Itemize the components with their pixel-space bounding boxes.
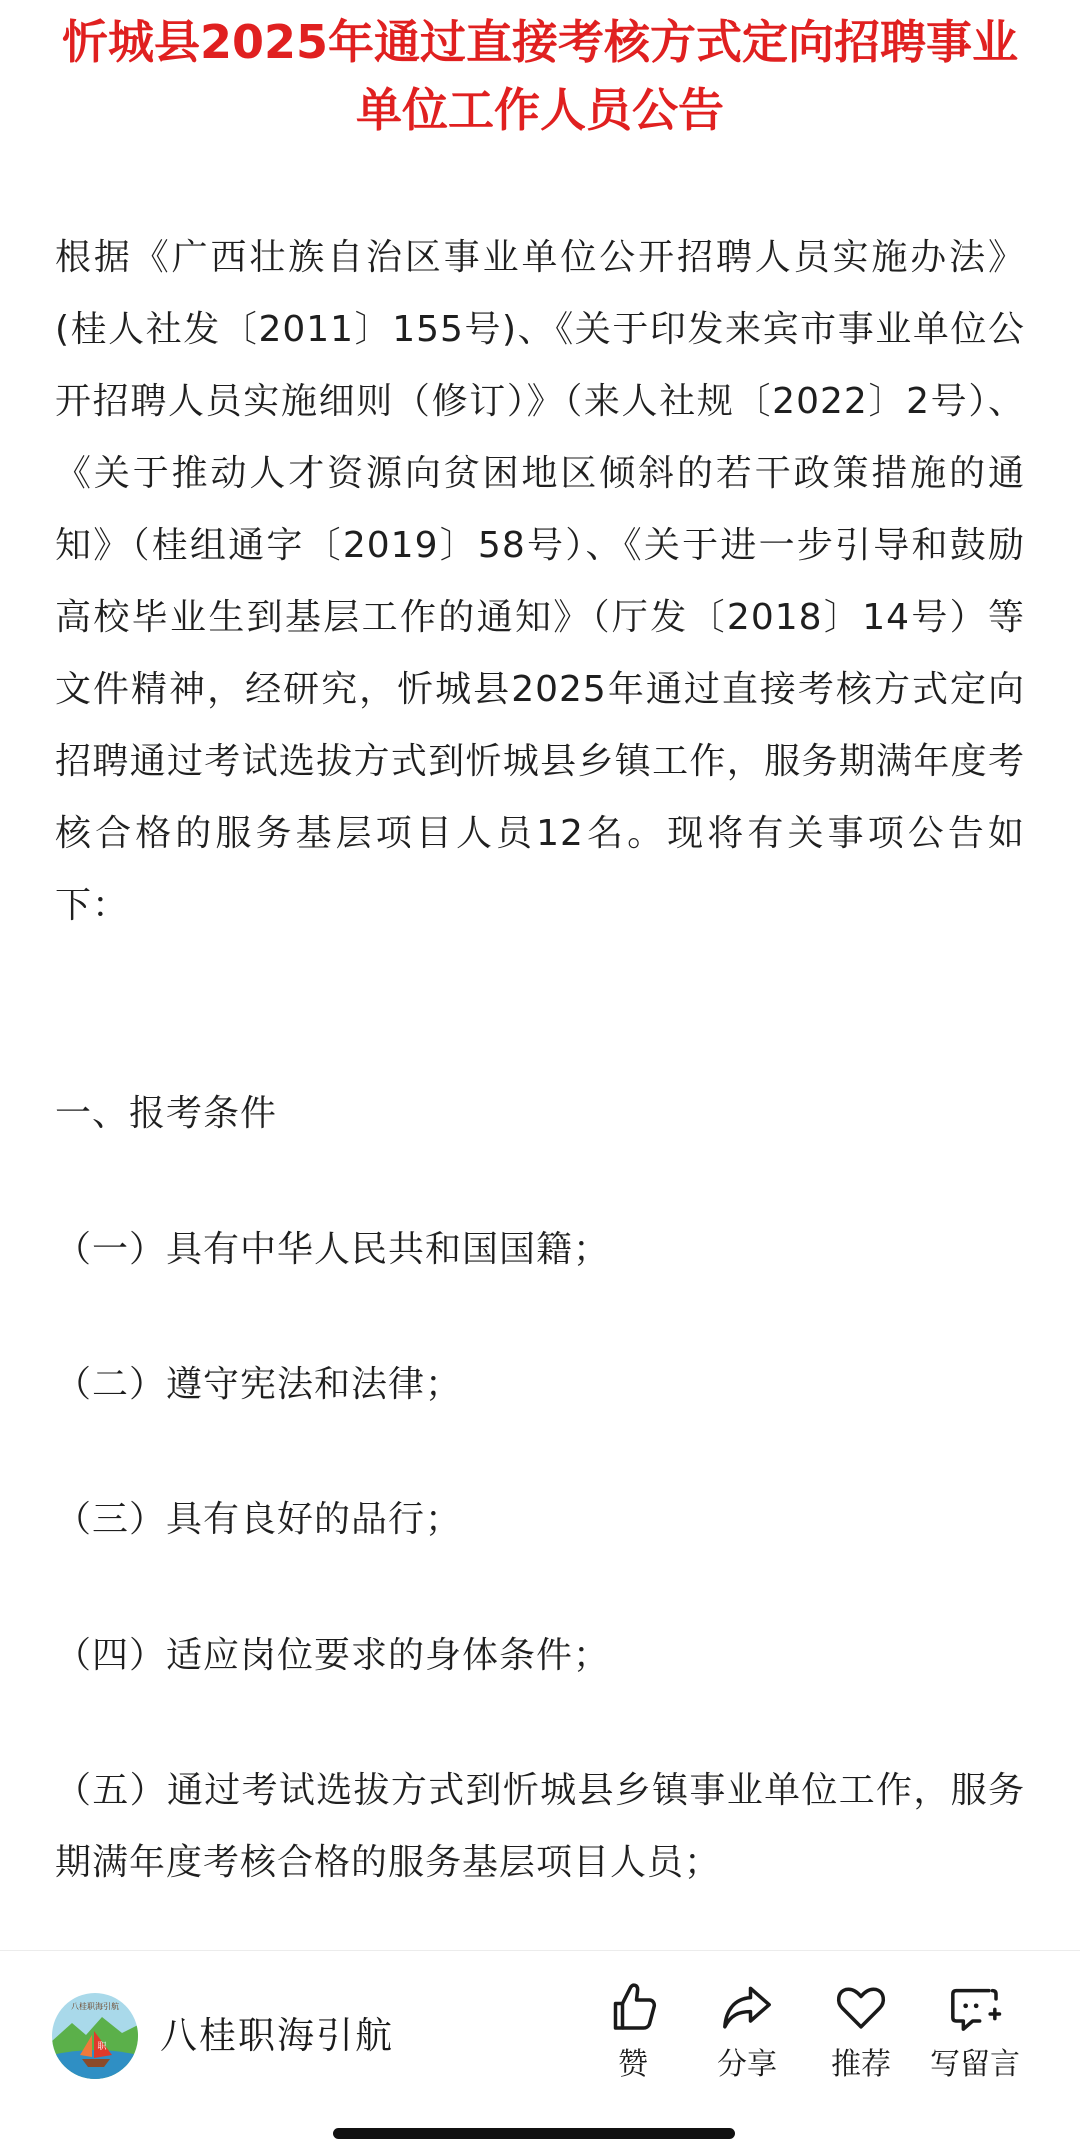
account-avatar[interactable] — [52, 1993, 138, 2079]
heart-icon — [833, 1979, 889, 2035]
share-label: 分享 — [717, 2047, 777, 2082]
avatar-badge: 职 — [97, 2042, 107, 2052]
recommend-label: 推荐 — [831, 2047, 891, 2082]
share-arrow-icon — [719, 1979, 775, 2035]
condition-item: （五）通过考试选拔方式到忻城县乡镇事业单位工作，服务期满年度考核合格的服务基层项目人员； — [55, 1770, 1025, 1883]
condition-item: （三）具有良好的品行； — [55, 1499, 463, 1540]
recommend-button[interactable] — [806, 1979, 916, 2099]
share-button[interactable] — [692, 1979, 802, 2099]
section-heading: 一、报考条件 — [55, 1093, 278, 1134]
thumbs-up-icon — [605, 1979, 661, 2035]
condition-item: （二）遵守宪法和法律； — [55, 1364, 463, 1405]
condition-item: （一）具有中华人民共和国国籍； — [55, 1229, 611, 1270]
article-title: 忻城县2025年通过直接考核方式定向招聘事业单位工作人员公告 — [61, 15, 1019, 137]
account-name[interactable]: 八桂职海引航 — [160, 2014, 394, 2057]
write-comment-label: 写留言 — [930, 2047, 1020, 2082]
avatar-logo-icon — [52, 1993, 138, 2079]
comment-add-icon — [947, 1979, 1003, 2035]
condition-item: （四）适应岗位要求的身体条件； — [55, 1635, 611, 1676]
avatar-text: 八桂职海引航 — [71, 2002, 119, 2011]
bottom-action-bar — [0, 1950, 1080, 2156]
home-indicator[interactable] — [333, 2128, 735, 2139]
article-intro-paragraph: 根据《广西壮族自治区事业单位公开招聘人员实施办法》(桂人社发〔2011〕155号)、《关于印发来宾市事业单位公开招聘人员实施细则（修订）》（来人社规〔2022〕2号）、《关于推动人才资源向贫困地区倾斜的若干政策措施的通知》（桂组通字〔2019〕58号）、《关于进一步引导和鼓励高校毕业生到基层工作的通知》（厅发〔2018〕14号）等文件精神，经研究，忻城县2025年通过直接考核方式定向招聘通过考试选拔方式到忻城县乡镇工作，服务期满年度考核合格的服务基层项目人员12名。现将有关事项公告如下： — [55, 237, 1025, 926]
like-label: 赞 — [618, 2047, 648, 2082]
like-button[interactable] — [578, 1979, 688, 2099]
write-comment-button[interactable] — [920, 1979, 1030, 2099]
